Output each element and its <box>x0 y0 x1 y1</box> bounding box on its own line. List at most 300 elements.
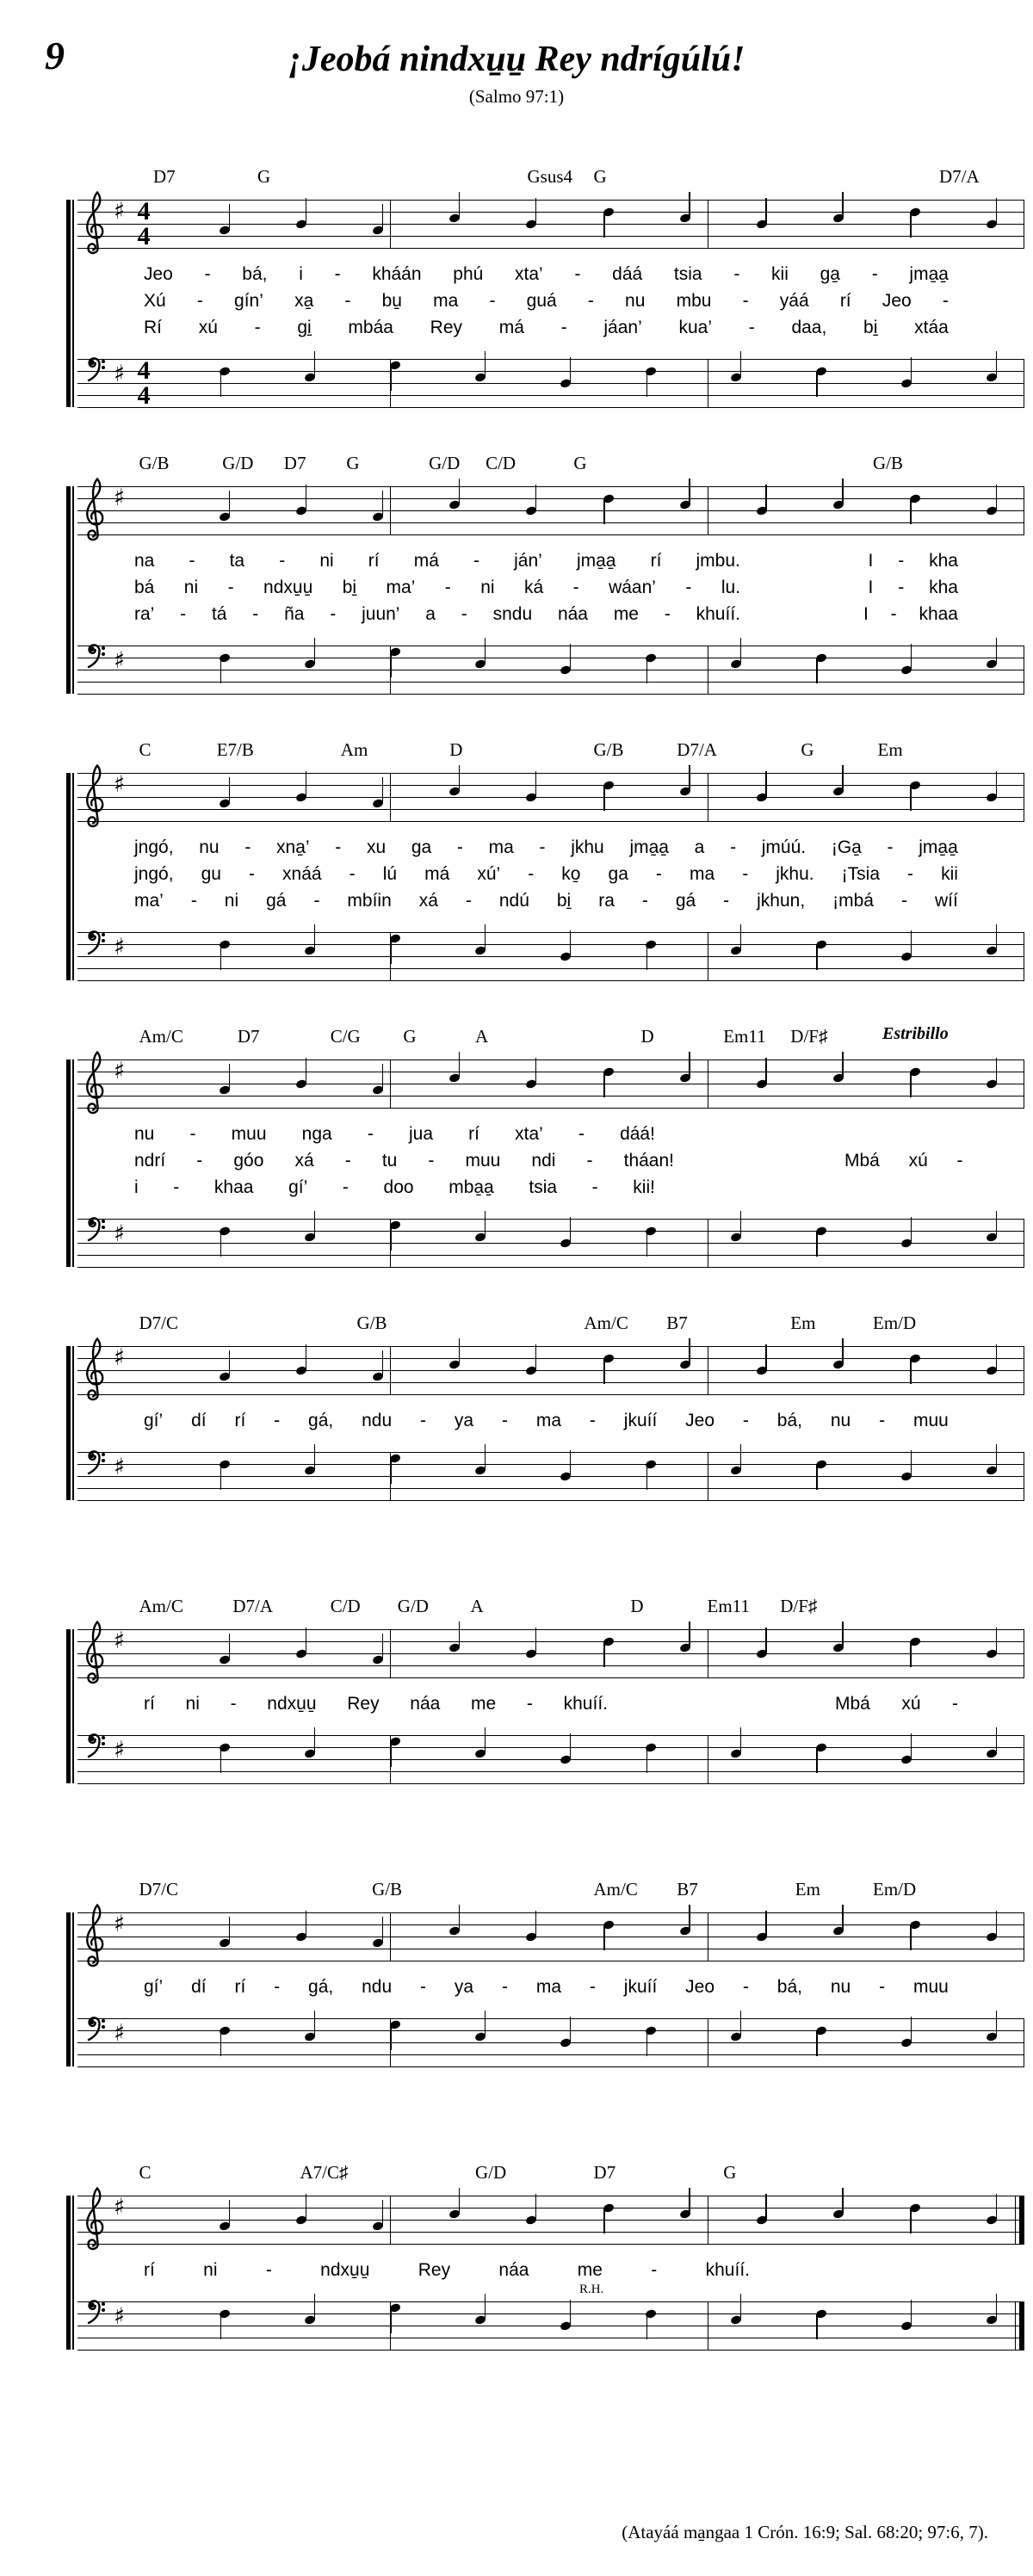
lyric-syllable: dáá! <box>620 1124 655 1144</box>
note-stem <box>996 924 998 950</box>
chord-symbol: Am <box>340 739 368 760</box>
note-stem <box>535 485 537 510</box>
chord-symbol: G/B <box>139 453 170 473</box>
lyric-segment <box>134 602 740 627</box>
key-signature-sharp: ♯ <box>114 361 126 387</box>
lyric-hyphen: - <box>344 1151 351 1171</box>
lyric-segment <box>144 1408 949 1433</box>
barline <box>390 1735 391 1784</box>
lyric-syllable: Mbá <box>835 1694 870 1714</box>
note-stem <box>306 485 307 510</box>
note-stem <box>765 1911 767 1937</box>
lyric-syllable: ndi <box>531 1151 556 1171</box>
lyric-hyphen: - <box>420 1977 427 1997</box>
chord-row <box>77 733 1024 761</box>
key-signature-sharp: ♯ <box>114 1344 126 1371</box>
note-stem <box>996 1628 998 1653</box>
lyric-segment <box>144 288 949 313</box>
note-stem <box>765 198 767 224</box>
chord-row <box>77 2156 1024 2184</box>
chord-symbol: C/G <box>330 1026 361 1047</box>
note-stem <box>910 498 912 524</box>
note-stem <box>816 371 818 397</box>
chord-symbol: G <box>593 166 607 187</box>
lyric-hyphen: - <box>335 837 342 857</box>
bass-staff <box>77 2006 1024 2080</box>
chord-symbol: C/D <box>486 453 516 473</box>
staff-lines <box>77 1059 1024 1109</box>
barline <box>390 2196 391 2245</box>
barline <box>390 359 391 408</box>
note-stem <box>842 765 844 791</box>
lyric-hyphen: - <box>428 1151 435 1171</box>
chord-symbol: D7 <box>283 453 306 473</box>
lyric-syllable: ká <box>524 578 544 597</box>
final-barline-thin <box>1015 2301 1016 2351</box>
note-stem <box>535 198 537 224</box>
note-stem <box>603 1358 605 1384</box>
final-barline-thin <box>1015 2196 1016 2245</box>
lyric-syllable: rí <box>839 291 851 311</box>
music-system <box>77 447 1024 707</box>
lyric-hyphen: - <box>254 318 261 337</box>
lyric-syllable: bi̱ <box>863 318 878 337</box>
music-system <box>77 1307 1024 1514</box>
lyric-syllable: gí’ <box>288 1177 308 1197</box>
note-stem <box>220 1464 222 1490</box>
lyric-syllable: góo <box>233 1151 264 1171</box>
chord-symbol: G/B <box>593 739 624 760</box>
lyric-hyphen: - <box>189 551 195 571</box>
lyric-syllable: jkuíí <box>623 1977 658 1997</box>
treble-clef-icon <box>83 188 108 260</box>
lyric-line <box>77 315 1024 342</box>
note-stem <box>382 1634 384 1659</box>
lyric-syllable: rí <box>368 551 380 571</box>
chord-symbol: D7 <box>593 2162 616 2183</box>
note-stem <box>459 1905 461 1930</box>
lyric-syllable: xu <box>366 837 387 857</box>
note-stem <box>689 192 690 218</box>
bass-staff <box>77 1440 1024 1514</box>
lyric-syllable: xú’ <box>477 864 501 884</box>
note-stem <box>842 2188 844 2214</box>
bass-clef-icon <box>84 1733 107 1760</box>
lyric-line <box>77 1691 1024 1718</box>
lyric-syllable: ndu <box>362 1411 393 1430</box>
chord-symbol: Am/C <box>139 1596 183 1616</box>
lyric-hyphen: - <box>574 264 581 284</box>
lyric-syllable: ma <box>535 1411 562 1430</box>
lyric-hyphen: - <box>279 551 286 571</box>
lyric-hyphen: - <box>651 2260 658 2280</box>
lyric-syllable: kua’ <box>678 318 712 337</box>
lyric-hyphen: - <box>501 1411 508 1430</box>
lyric-syllable: ma <box>535 1977 562 1997</box>
note-stem <box>842 1338 844 1364</box>
note-stem <box>535 771 537 797</box>
lyric-syllable: ni <box>203 2260 218 2280</box>
lyric-syllable: wíí <box>934 891 958 911</box>
lyric-syllable: gá <box>266 891 287 911</box>
lyric-hyphen: - <box>465 891 472 911</box>
lyric-line <box>77 862 1024 888</box>
time-signature <box>134 199 153 249</box>
lyric-hyphen: - <box>367 1124 374 1144</box>
lyric-hyphen: - <box>313 891 320 911</box>
chord-symbol: D <box>449 739 463 760</box>
lyric-hyphen: - <box>942 291 949 311</box>
barline <box>390 1219 391 1268</box>
time-signature-denominator: 4 <box>137 381 151 410</box>
note-stem <box>314 351 316 377</box>
note-stem <box>570 1450 572 1476</box>
bass-staff <box>77 920 1024 994</box>
lyric-hyphen: - <box>664 604 671 624</box>
song-title: ¡Jeobá nindxu̱u̱ Rey ndrígúlú! <box>288 40 745 79</box>
lyric-syllable: tsia <box>529 1177 558 1197</box>
lyric-syllable: khuíí. <box>705 2260 750 2280</box>
lyric-syllable: nu <box>134 1124 155 1144</box>
note-stem <box>382 491 384 516</box>
lyric-syllable: daa, <box>791 318 827 337</box>
barline <box>390 2301 391 2351</box>
note-stem <box>220 1231 222 1257</box>
chord-symbol: G <box>801 739 814 760</box>
lyric-syllable: khaa <box>919 604 958 624</box>
chord-row <box>77 1590 1024 1617</box>
time-signature <box>134 358 153 408</box>
bass-clef-icon <box>84 2016 107 2043</box>
note-stem <box>842 192 844 218</box>
lyric-syllable: tsia <box>673 264 702 284</box>
staff-lines <box>77 1346 1024 1395</box>
barline <box>390 1629 391 1678</box>
chord-symbol: Em/D <box>873 1879 917 1900</box>
treble-staff <box>77 2184 1024 2258</box>
note-stem <box>996 198 998 224</box>
note-stem <box>689 1052 690 1078</box>
lyric-line <box>77 1175 1024 1202</box>
note-stem <box>910 785 912 811</box>
lyric-syllable: doo <box>383 1177 414 1197</box>
chord-symbol: D <box>630 1596 644 1616</box>
note-stem <box>382 1064 384 1090</box>
lyric-line <box>77 888 1024 915</box>
lyric-syllable: xa̱ <box>294 291 314 311</box>
note-stem <box>603 1924 605 1950</box>
note-stem <box>306 1058 307 1084</box>
note-stem <box>911 2300 912 2326</box>
note-stem <box>570 2300 572 2326</box>
chord-symbol: E7/B <box>216 739 254 760</box>
time-signature-denominator: 4 <box>137 222 151 250</box>
lyric-syllable: Jeo <box>685 1977 715 1997</box>
time-signature-numerator: 4 <box>137 356 151 385</box>
lyric-hyphen: - <box>461 604 467 624</box>
note-stem <box>689 1338 690 1364</box>
treble-staff <box>77 1617 1024 1691</box>
chord-symbol: B7 <box>677 1879 698 1900</box>
lyric-syllable: ma <box>488 837 514 857</box>
lyric-syllable: náa <box>410 1694 441 1714</box>
lyric-hyphen: - <box>196 291 203 311</box>
music-system <box>77 2156 1024 2363</box>
time-signature-numerator: 4 <box>137 197 151 225</box>
lyric-syllable: bu̱ <box>381 291 402 311</box>
lyric-segment <box>144 2258 750 2283</box>
song-scripture-subtitle: (Salmo 97:1) <box>468 86 565 107</box>
lyric-syllable: xtáa <box>914 318 949 337</box>
lyric-syllable: bá, <box>242 264 268 284</box>
lyric-hyphen: - <box>572 578 579 597</box>
lyric-syllable: rí <box>144 1694 155 1714</box>
lyric-syllable: jngó, <box>134 864 174 884</box>
lyric-syllable: kháán <box>372 264 422 284</box>
lyric-syllable: bi̱ <box>556 891 572 911</box>
lyric-segment <box>134 835 958 860</box>
lyric-syllable: bá, <box>776 1977 802 1997</box>
chord-symbol: A7/C♯ <box>300 2162 349 2183</box>
note-stem <box>229 204 231 230</box>
lyric-syllable: náa <box>498 2260 529 2280</box>
lyric-segment <box>134 1175 655 1200</box>
bass-staff <box>77 347 1024 421</box>
note-stem <box>816 2030 818 2056</box>
lyric-syllable: ndxu̱u̱ <box>267 1694 317 1714</box>
note-stem <box>689 479 690 504</box>
note-stem <box>765 1344 767 1370</box>
note-stem <box>306 198 307 224</box>
lyric-syllable: mbu <box>676 291 712 311</box>
lyric-hyphen: - <box>204 264 211 284</box>
lyric-syllable: nu <box>199 837 220 857</box>
note-stem <box>459 2188 461 2214</box>
lyric-line <box>77 1974 1024 2001</box>
note-stem <box>306 1344 307 1370</box>
lyric-hyphen: - <box>890 604 897 624</box>
lyric-syllable: muu <box>912 1411 949 1430</box>
lyric-syllable: jua <box>408 1124 433 1144</box>
lyric-hyphen: - <box>589 1411 596 1430</box>
lyric-syllable: jma̱a̱ <box>909 264 949 284</box>
lyric-syllable: dí <box>191 1411 207 1430</box>
note-stem <box>816 2313 818 2339</box>
note-stem <box>740 1211 742 1237</box>
bass-staff <box>77 633 1024 707</box>
note-stem <box>765 771 767 797</box>
key-signature-sharp: ♯ <box>114 647 126 674</box>
note-stem <box>996 638 998 664</box>
bass-clef-icon <box>84 2299 107 2326</box>
lyric-syllable: jmúú. <box>761 837 807 857</box>
lyric-line <box>77 1121 1024 1148</box>
note-stem <box>996 1211 998 1237</box>
note-stem <box>689 1905 690 1930</box>
bass-clef-icon <box>84 930 107 957</box>
lyric-hyphen: - <box>526 1694 533 1714</box>
chord-symbol: G/D <box>475 2162 507 2183</box>
lyric-hyphen: - <box>591 1177 598 1197</box>
note-stem <box>911 2017 912 2042</box>
lyrics-block <box>77 548 1024 628</box>
lyric-syllable: rí <box>144 2260 155 2280</box>
note-stem <box>229 1917 231 1943</box>
lyric-segment <box>869 575 959 600</box>
lyric-line <box>77 2258 1024 2284</box>
lyric-syllable: tu <box>381 1151 398 1171</box>
lyric-syllable: má <box>424 864 450 884</box>
note-stem <box>535 1344 537 1370</box>
chord-symbol: D7 <box>237 1026 260 1047</box>
lyric-hyphen: - <box>641 891 648 911</box>
staff-lines <box>77 2196 1024 2245</box>
chord-symbol: G <box>257 166 271 187</box>
lyric-syllable: khuíí. <box>563 1694 608 1714</box>
note-stem <box>459 479 461 504</box>
lyric-syllable: ma’ <box>134 891 164 911</box>
note-stem <box>996 2194 998 2220</box>
lyric-syllable: kii <box>941 864 958 884</box>
lyric-hyphen: - <box>733 264 740 284</box>
staff-lines <box>77 773 1024 822</box>
note-stem <box>459 1622 461 1647</box>
note-stem <box>996 1344 998 1370</box>
note-stem <box>485 351 486 377</box>
note-stem <box>603 212 605 238</box>
note-stem <box>570 1733 572 1759</box>
note-stem <box>220 658 222 683</box>
lyric-syllable: ta <box>229 551 245 571</box>
lyric-hyphen: - <box>456 837 463 857</box>
note-stem <box>910 1072 912 1097</box>
barline <box>390 646 391 695</box>
chord-symbol: Am/C <box>139 1026 183 1047</box>
staff-lines <box>77 197 1024 249</box>
note-stem <box>459 1338 461 1364</box>
barline <box>390 1059 391 1109</box>
lyric-syllable: gá <box>675 891 696 911</box>
lyric-syllable: xna̱’ <box>276 837 310 857</box>
barline <box>390 932 391 981</box>
lyric-hyphen: - <box>444 578 451 597</box>
lyric-syllable: ra <box>598 891 615 911</box>
final-barline <box>1019 2301 1024 2351</box>
lyric-syllable: jma̱a̱ <box>919 837 958 857</box>
treble-clef-icon <box>83 1334 108 1406</box>
lyric-hyphen: - <box>330 604 337 624</box>
note-stem <box>314 1727 316 1753</box>
treble-clef-icon <box>83 1617 108 1690</box>
note-stem <box>382 1350 384 1376</box>
chord-symbol: D7/A <box>677 739 717 760</box>
lyric-hyphen: - <box>742 291 749 311</box>
lyric-hyphen: - <box>539 837 546 857</box>
lyric-hyphen: - <box>489 291 496 311</box>
bass-staff <box>77 1723 1024 1797</box>
note-stem <box>740 1444 742 1470</box>
lyric-syllable: jma̱a̱ <box>576 551 616 571</box>
note-stem <box>229 1064 231 1090</box>
note-stem <box>740 2011 742 2036</box>
lyric-segment <box>134 575 740 600</box>
note-stem <box>485 1211 486 1237</box>
lyric-syllable: ra’ <box>134 604 155 624</box>
lyric-syllable: nu <box>830 1411 851 1430</box>
note-stem <box>910 1641 912 1667</box>
chord-symbol: G <box>723 2162 737 2183</box>
chord-row <box>77 447 1024 474</box>
lyric-syllable: ga̱ <box>820 264 840 284</box>
note-stem <box>996 2011 998 2036</box>
lyric-syllable: gi̱ <box>297 318 312 337</box>
lyric-hyphen: - <box>742 1411 749 1430</box>
note-stem <box>689 2188 690 2214</box>
chord-row <box>77 160 1024 188</box>
chord-symbol: C <box>139 2162 152 2183</box>
lyric-syllable: má <box>413 551 439 571</box>
chord-symbol: G/B <box>873 453 904 473</box>
lyric-syllable: Rey <box>347 1694 380 1714</box>
chord-symbol: Em <box>877 739 903 760</box>
lyric-hyphen: - <box>907 864 914 884</box>
chord-symbol: G/D <box>397 1596 429 1616</box>
lyric-syllable: tá <box>211 604 227 624</box>
key-signature-sharp: ♯ <box>114 198 126 225</box>
lyric-syllable: ¡Tsia <box>841 864 880 884</box>
lyric-hyphen: - <box>898 551 905 571</box>
lyric-syllable: jkuíí <box>623 1411 658 1430</box>
key-signature-sharp: ♯ <box>114 485 126 511</box>
note-stem <box>646 2313 648 2339</box>
lyric-segment <box>844 1148 963 1173</box>
chord-symbol: C/D <box>330 1596 361 1616</box>
note-stem <box>382 2200 384 2226</box>
barline <box>390 1912 391 1961</box>
chord-symbol: Em11 <box>723 1026 766 1047</box>
note-stem <box>603 1641 605 1667</box>
lyric-hyphen: - <box>578 1124 585 1144</box>
lyric-syllable: ya <box>454 1977 474 1997</box>
lyric-syllable: má <box>498 318 524 337</box>
lyric-hyphen: - <box>274 1411 281 1430</box>
note-stem <box>740 1727 742 1753</box>
note-stem <box>765 1628 767 1653</box>
lyric-hyphen: - <box>244 837 251 857</box>
lyric-hyphen: - <box>560 318 567 337</box>
note-stem <box>314 638 316 664</box>
note-stem <box>570 1217 572 1243</box>
lyric-hyphen: - <box>730 837 737 857</box>
lyric-segment <box>869 548 959 573</box>
lyric-syllable: gín’ <box>234 291 263 311</box>
lyric-syllable: wáan’ <box>609 578 656 597</box>
lyric-syllable: muu <box>912 1977 949 1997</box>
lyric-hyphen: - <box>173 1177 180 1197</box>
music-system <box>77 1590 1024 1797</box>
note-stem <box>485 638 486 664</box>
note-stem <box>459 1052 461 1078</box>
note-stem <box>229 777 231 803</box>
note-stem <box>765 485 767 510</box>
chord-symbol: A <box>470 1596 484 1616</box>
key-signature-sharp: ♯ <box>114 1220 126 1247</box>
lyric-syllable: nu <box>830 1977 851 1997</box>
note-stem <box>646 371 648 397</box>
lyric-hyphen: - <box>196 1151 203 1171</box>
chord-symbol: Em <box>790 1313 816 1333</box>
lyric-syllable: I <box>868 578 874 597</box>
